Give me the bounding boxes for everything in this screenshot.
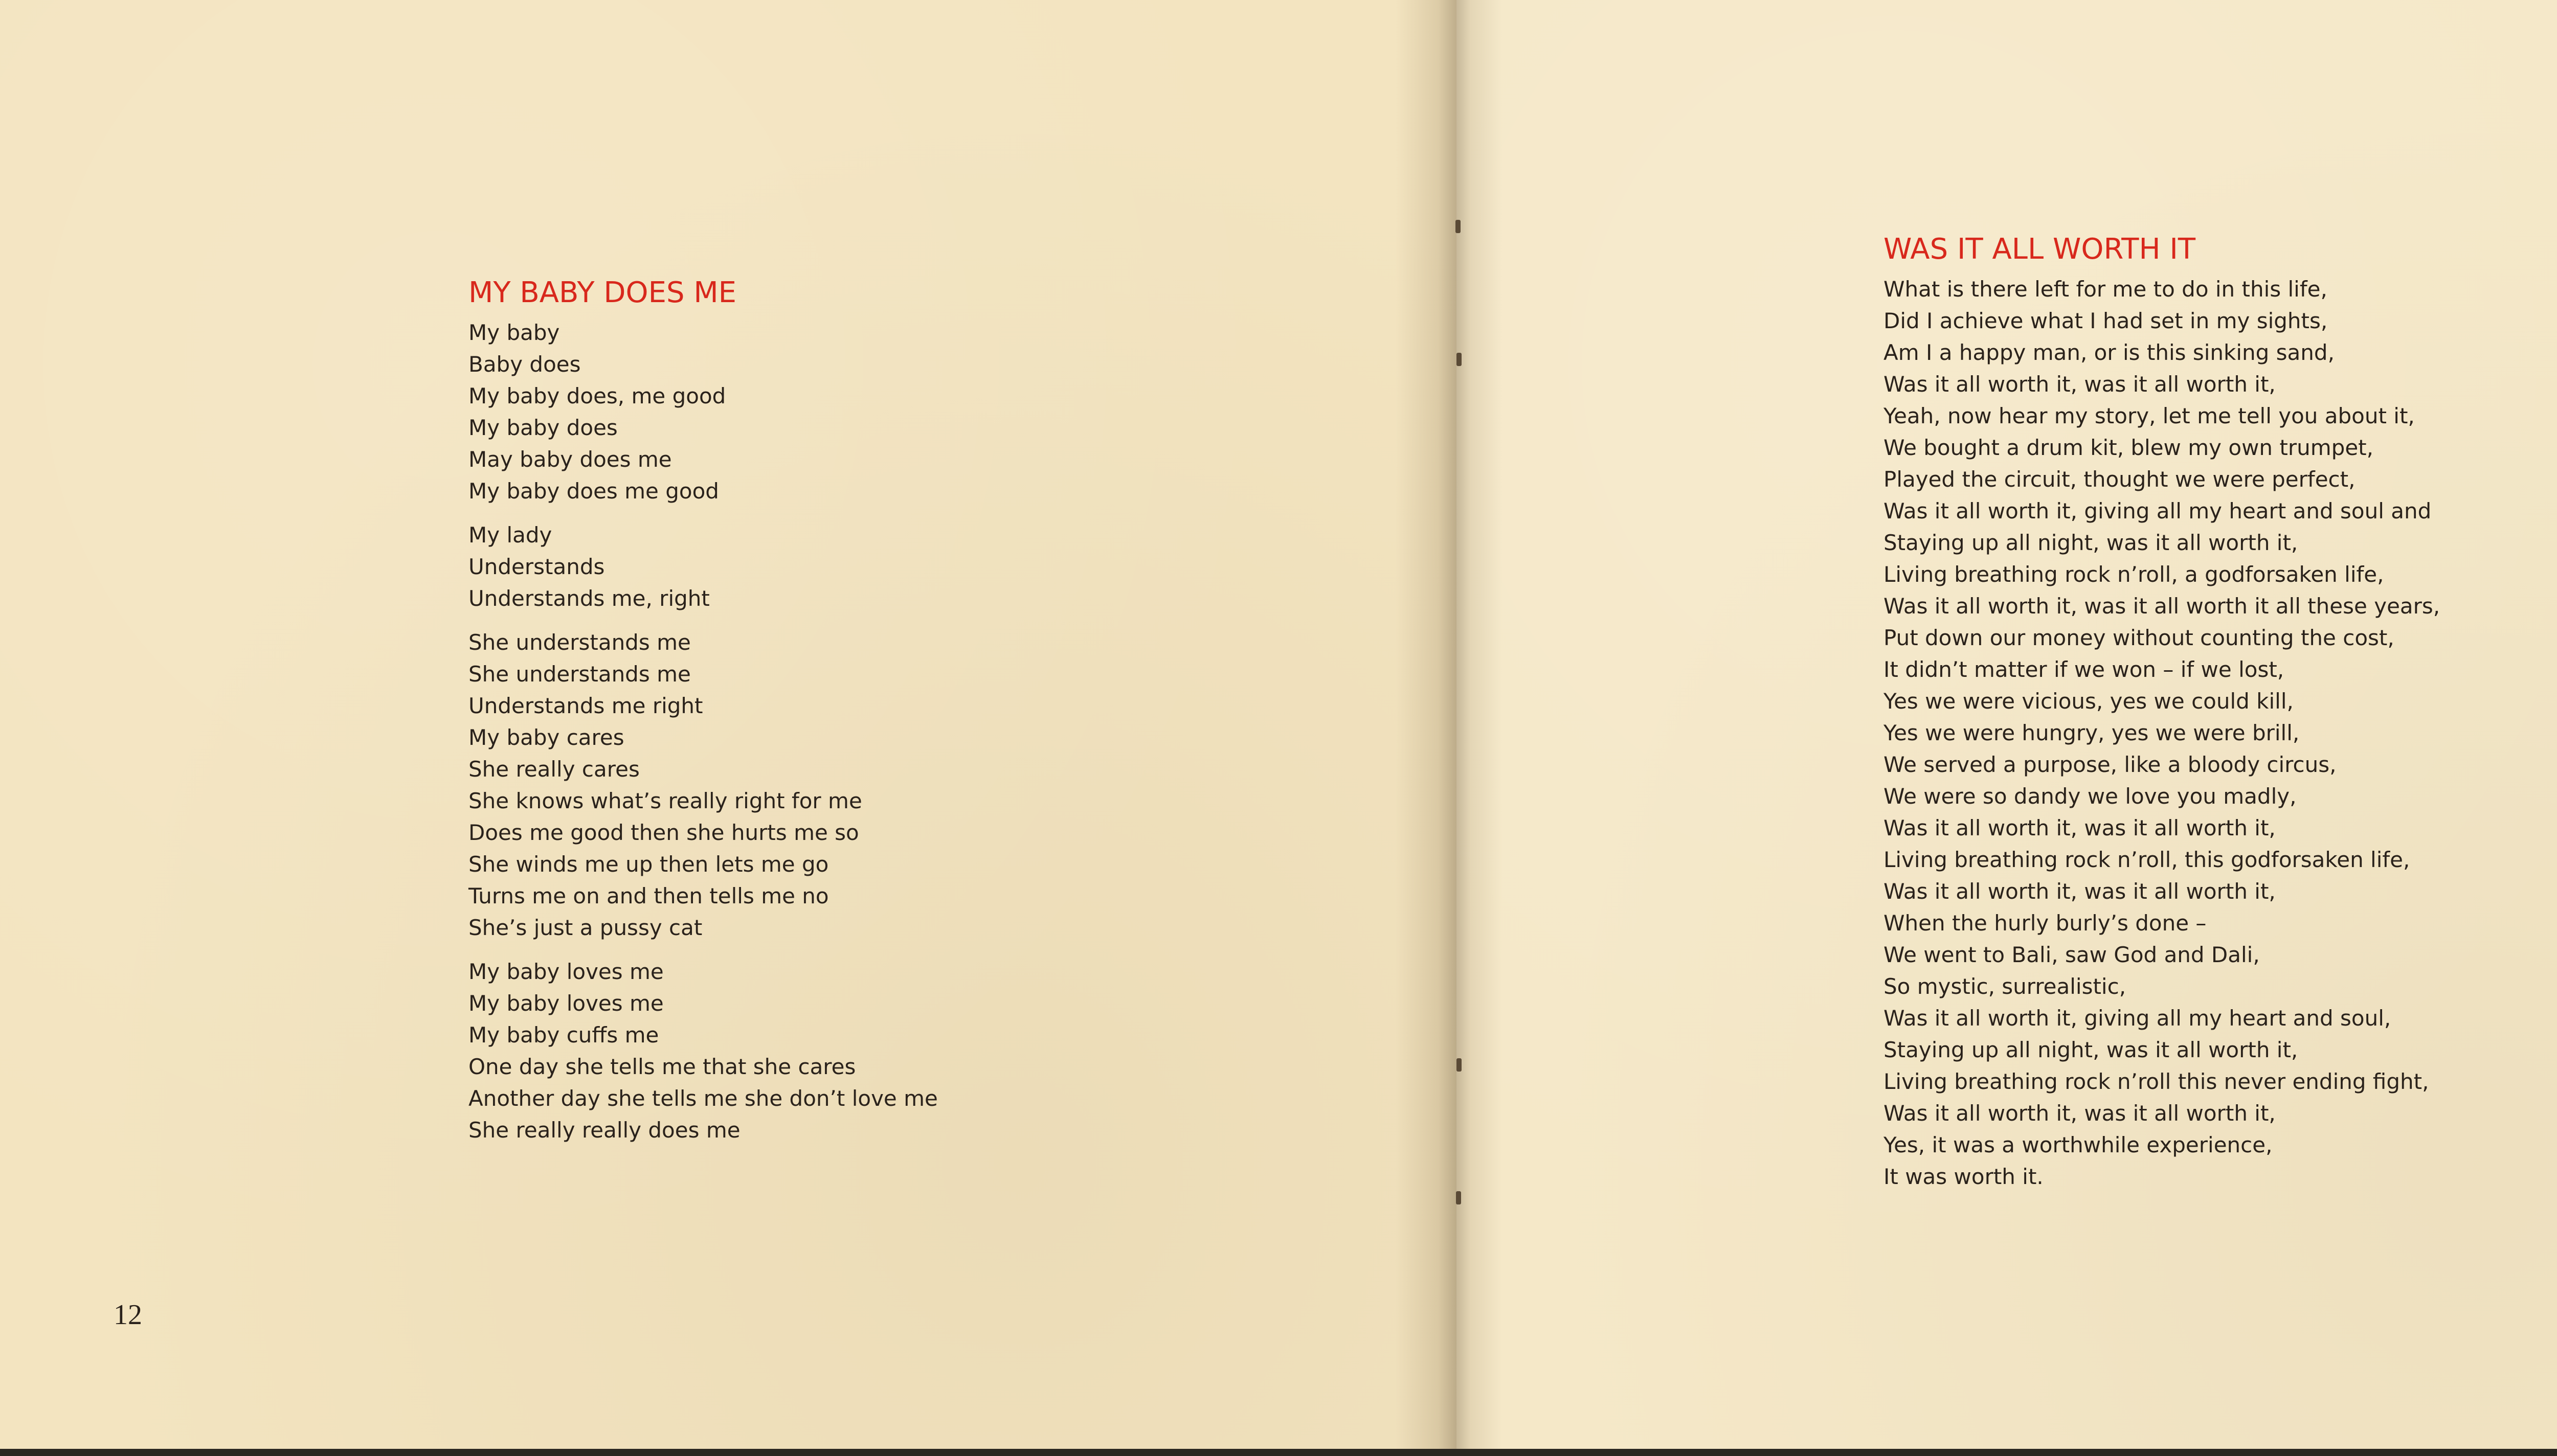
lyrics-stanza — [1883, 274, 2440, 1193]
lyric-line: Another day she tells me she don’t love me — [468, 1086, 938, 1111]
lyric-line: Yes we were hungry, yes we were brill, — [1883, 720, 2300, 745]
lyric-line: Baby does — [468, 352, 581, 377]
lyrics-body — [1883, 274, 2440, 1193]
lyric-line: Living breathing rock n’roll, a godforsaken life, — [1883, 562, 2384, 587]
lyric-line: When the hurly burly’s done – — [1883, 911, 2207, 936]
lyric-line: Am I a happy man, or is this sinking sand, — [1883, 340, 2335, 365]
lyric-line: My baby — [468, 320, 560, 345]
lyric-line: Understands — [468, 554, 605, 579]
lyric-line: Understands me right — [468, 693, 703, 718]
lyric-line: Staying up all night, was it all worth it, — [1883, 530, 2298, 555]
staple-mark — [1456, 1058, 1462, 1072]
lyric-line: My baby cares — [468, 725, 624, 750]
lyric-line: My baby loves me — [468, 959, 664, 984]
song-lyrics-my-baby-does-me — [468, 276, 938, 1146]
lyrics-body — [468, 317, 938, 1146]
lyric-line: It was worth it. — [1883, 1164, 2044, 1189]
lyric-line: My baby does me good — [468, 479, 719, 504]
lyric-line: She really cares — [468, 757, 640, 782]
lyric-line: My baby does — [468, 415, 618, 440]
lyric-line: Was it all worth it, was it all worth it, — [1883, 372, 2276, 397]
lyric-line: She understands me — [468, 630, 691, 655]
lyrics-stanza — [468, 317, 938, 507]
lyric-line: So mystic, surrealistic, — [1883, 974, 2126, 999]
lyrics-stanza — [468, 956, 938, 1146]
lyric-line: Living breathing rock n’roll, this godforsaken life, — [1883, 847, 2410, 872]
lyric-line: She knows what’s really right for me — [468, 788, 862, 813]
lyric-line: Does me good then she hurts me so — [468, 820, 859, 845]
lyric-line: We served a purpose, like a bloody circus, — [1883, 752, 2337, 777]
page-bottom-edge — [0, 1449, 1456, 1456]
lyric-line: Was it all worth it, was it all worth it, — [1883, 1101, 2276, 1126]
lyric-line: She understands me — [468, 662, 691, 687]
lyric-line: She’s just a pussy cat — [468, 915, 703, 940]
lyric-line: One day she tells me that she cares — [468, 1054, 856, 1079]
gutter-shadow — [1395, 0, 1456, 1456]
lyric-line: My baby cuffs me — [468, 1022, 659, 1048]
lyric-line: Understands me, right — [468, 586, 710, 611]
lyric-line: Was it all worth it, was it all worth it all these years, — [1883, 594, 2440, 619]
lyric-line: Did I achieve what I had set in my sights, — [1883, 308, 2328, 333]
right-page — [1456, 0, 2557, 1456]
lyric-line: Played the circuit, thought we were perfect, — [1883, 467, 2356, 492]
lyric-line: Yes, it was a worthwhile experience, — [1883, 1132, 2273, 1157]
lyric-line: We went to Bali, saw God and Dali, — [1883, 942, 2260, 967]
lyric-line: Was it all worth it, was it all worth it, — [1883, 815, 2276, 840]
lyrics-stanza — [468, 627, 938, 944]
lyrics-stanza — [468, 519, 938, 615]
lyric-line: Yes we were vicious, yes we could kill, — [1883, 689, 2294, 714]
lyric-line: She winds me up then lets me go — [468, 852, 829, 877]
lyric-line: Staying up all night, was it all worth it, — [1883, 1037, 2298, 1062]
lyric-line: What is there left for me to do in this life, — [1883, 277, 2327, 302]
staple-mark — [1455, 220, 1461, 233]
lyric-line: My lady — [468, 522, 552, 548]
song-lyrics-was-it-all-worth-it — [1883, 233, 2440, 1193]
song-title: WAS IT ALL WORTH IT — [1883, 233, 2196, 266]
lyric-line: Was it all worth it, giving all my heart and soul, — [1883, 1006, 2391, 1031]
lyric-line: Living breathing rock n’roll this never ending fight, — [1883, 1069, 2429, 1094]
lyric-line: Put down our money without counting the cost, — [1883, 625, 2394, 650]
song-title: MY BABY DOES ME — [468, 276, 737, 309]
staple-mark — [1456, 353, 1462, 366]
lyric-line: We bought a drum kit, blew my own trumpet, — [1883, 435, 2373, 460]
lyric-line: May baby does me — [468, 447, 672, 472]
page-bottom-edge — [1456, 1449, 2557, 1456]
lyric-line: Yeah, now hear my story, let me tell you about it, — [1883, 403, 2415, 428]
lyric-line: My baby does, me good — [468, 383, 726, 408]
lyric-line: My baby loves me — [468, 991, 664, 1016]
lyric-line: We were so dandy we love you madly, — [1883, 784, 2297, 809]
staple-mark — [1456, 1191, 1461, 1204]
lyric-line: Was it all worth it, giving all my heart and soul and — [1883, 498, 2432, 524]
lyric-line: It didn’t matter if we won – if we lost, — [1883, 657, 2284, 682]
page-number: 12 — [114, 1299, 142, 1331]
lyric-line: Turns me on and then tells me no — [468, 883, 829, 908]
lyric-line: Was it all worth it, was it all worth it, — [1883, 879, 2276, 904]
lyric-line: She really really does me — [468, 1118, 741, 1143]
gutter-shadow — [1456, 0, 1502, 1456]
